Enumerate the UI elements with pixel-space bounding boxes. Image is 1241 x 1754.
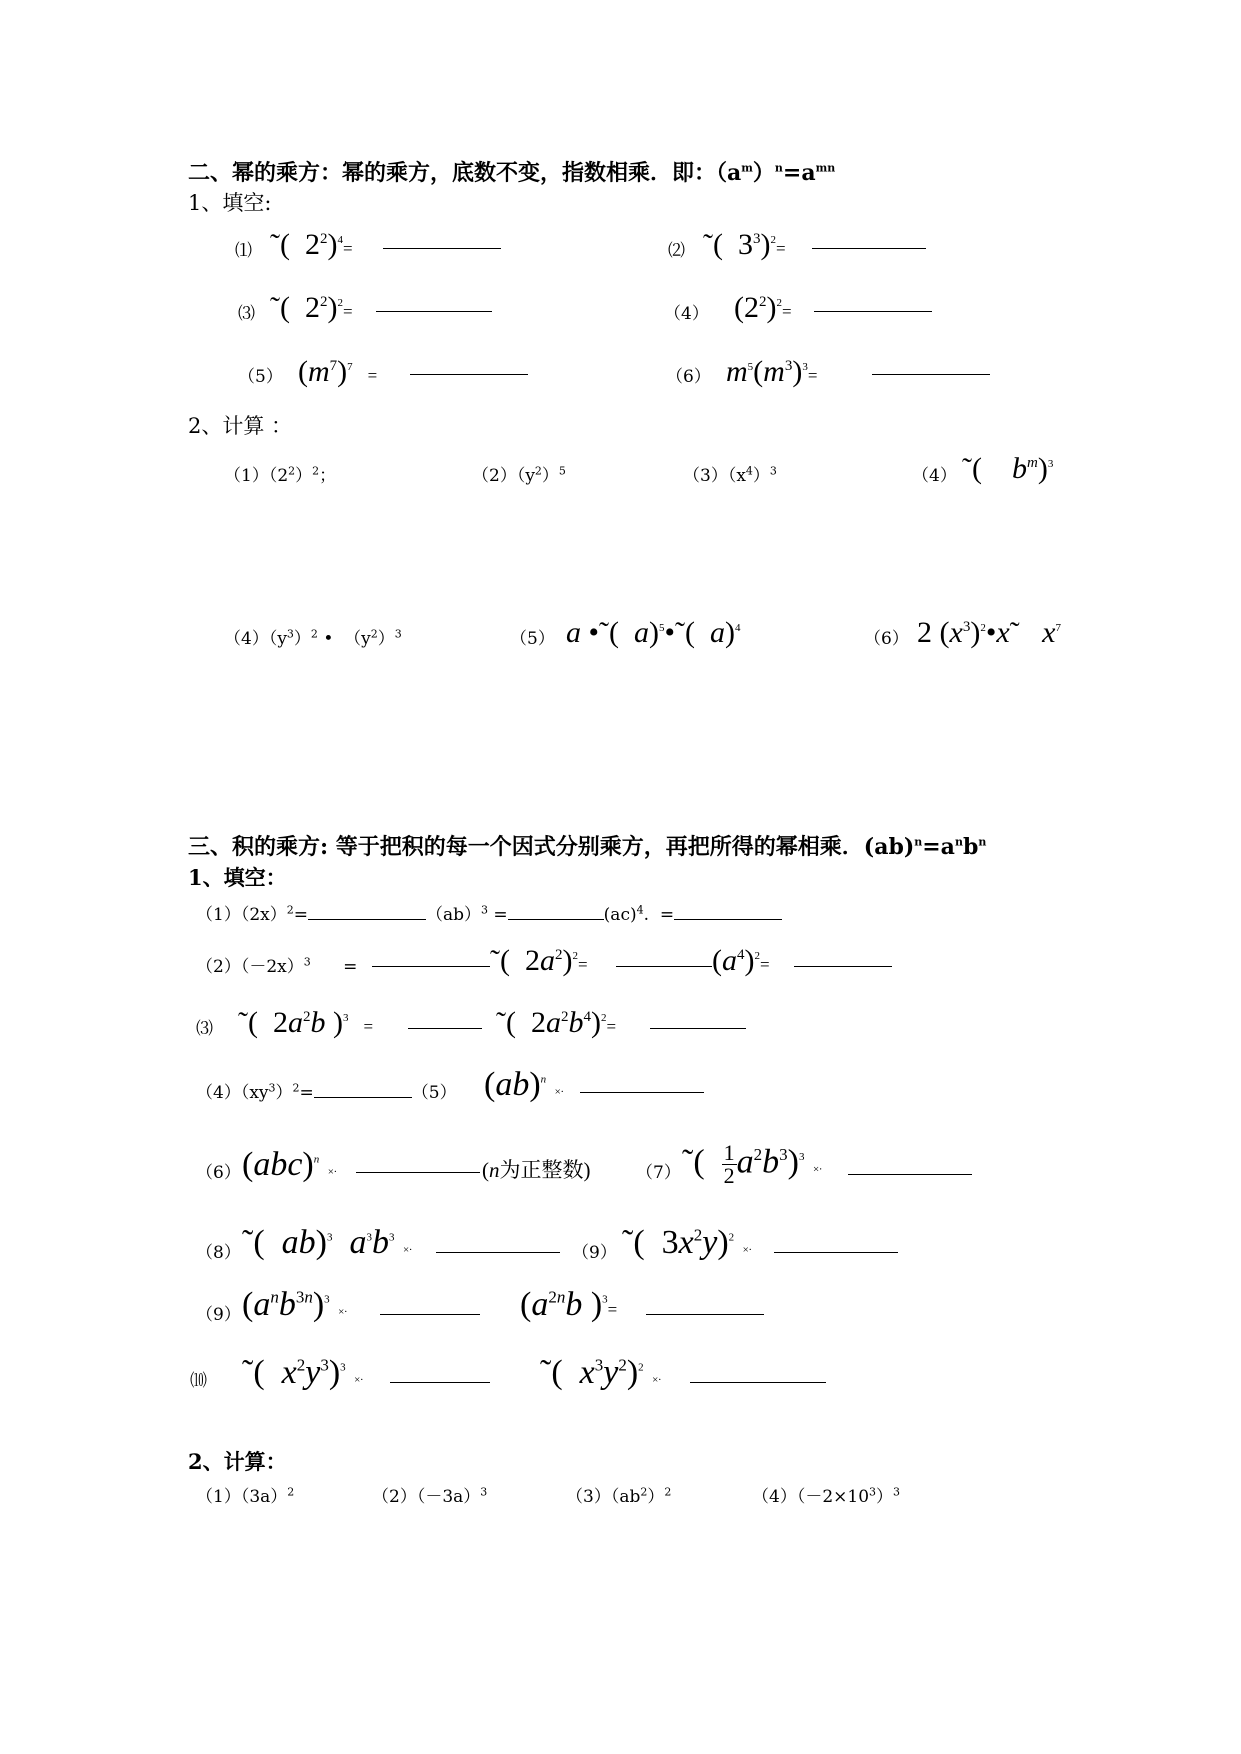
item-number: ⑶ xyxy=(238,304,255,324)
item-number: ⑵ xyxy=(668,241,685,261)
answer-blank[interactable] xyxy=(650,1027,746,1029)
answer-blank[interactable] xyxy=(508,918,604,920)
math-expression: ˜( $2a^2b$ )$^3$ = xyxy=(238,1006,374,1039)
section3-heading: 三、积的乘方: 等于把积的每一个因式分别乘方，再把所得的幂相乘．$(ab)^n=a^nb^n$ xyxy=(188,834,987,860)
item-number: ⑴ xyxy=(235,241,252,261)
math-expression: (abc)$^n$ ×∙ xyxy=(242,1146,337,1183)
answer-blank[interactable] xyxy=(794,965,892,967)
answer-blank[interactable] xyxy=(872,373,990,375)
answer-blank[interactable] xyxy=(376,310,492,312)
answer-blank[interactable] xyxy=(646,1313,764,1315)
math-expression: ˜( $x^3y^2)^2$ ×∙ xyxy=(540,1354,662,1391)
calc-item: $(3)(ab^2)^2$ xyxy=(566,1485,672,1507)
item-number: （5） xyxy=(238,367,283,387)
answer-blank[interactable] xyxy=(774,1251,898,1253)
fill-item-number: （8） xyxy=(196,1243,241,1263)
answer-blank[interactable] xyxy=(616,965,712,967)
fill-item: $(2)(-2x)^3$ = xyxy=(196,955,358,977)
answer-blank[interactable] xyxy=(380,1313,480,1315)
math-expression: ˜( $\frac{1}{2}$ $a^2b^3)^3$ ×∙ xyxy=(682,1140,822,1188)
fill-item: $(4)(xy^3)^2= (5)$ xyxy=(196,1081,457,1103)
item-number: （6） xyxy=(666,367,711,387)
section3-calc-title: 2、计算： xyxy=(188,1449,287,1474)
answer-blank[interactable] xyxy=(372,965,490,967)
answer-blank[interactable] xyxy=(314,1096,412,1098)
calc-item: $(3)(x^4)^3$ xyxy=(683,464,777,486)
answer-blank[interactable] xyxy=(383,247,501,249)
answer-blank[interactable] xyxy=(390,1381,490,1383)
answer-blank[interactable] xyxy=(812,247,926,249)
fill-item-number: （9） xyxy=(196,1305,241,1325)
math-expression: ˜( $2a^2b^4)^2=$ xyxy=(496,1006,617,1039)
math-expression: $m^5(m^3)^3=$ xyxy=(726,355,818,388)
math-expression: ˜( ab)$^3$ $a^3b^3$ ×∙ xyxy=(242,1224,412,1261)
math-expression: $(m^7)^7$ = xyxy=(298,355,378,388)
answer-blank[interactable] xyxy=(408,1027,482,1029)
math-expression: ˜( $3x^2y)^2$ ×∙ xyxy=(622,1224,752,1261)
calc-item: $(1)(3a)^2$ xyxy=(196,1485,295,1507)
calc-item-number: （6） xyxy=(864,629,909,649)
section2-fill-title: 1、填空: xyxy=(188,191,272,215)
math-expression: $(2^2)^2=$ xyxy=(734,291,792,324)
answer-blank[interactable] xyxy=(580,1091,704,1093)
item-number: （4） xyxy=(664,304,709,324)
answer-blank[interactable] xyxy=(814,310,932,312)
section2-heading: 二、幂的乘方：幂的乘方，底数不变，指数相乘．即：$(a^m)^n=a^{mn}$ xyxy=(188,160,836,186)
math-expression: 2 $(x^3)^2•x˜$ $x^7$ xyxy=(917,616,1061,649)
fill-item-number: （9） xyxy=(572,1243,617,1263)
fill-item-number: ⑽ xyxy=(190,1371,207,1391)
answer-blank[interactable] xyxy=(690,1381,826,1383)
math-expression: ˜( $x^2y^3)^3$ ×∙ xyxy=(242,1354,364,1391)
math-expression: ˜( $2^2)^2=$ xyxy=(270,291,353,324)
calc-item: $(2)(y^2)^5$ xyxy=(472,464,566,486)
math-expression: ˜( $2a^2)^2=$ xyxy=(490,944,588,977)
fill-item: $(1)(2x)^2= (ab)^3 = (ac)^4$. = xyxy=(196,900,782,925)
math-expression: a •˜( a)$^5$•˜( a)$^4$ xyxy=(566,616,741,649)
fill-item-number: （6） xyxy=(196,1163,241,1183)
math-expression: ˜( $2^2)^4=$ xyxy=(270,228,353,261)
calc-item: $(1)(2^2)^2$； xyxy=(224,464,337,486)
math-expression: (ab)$^n$ ×∙ xyxy=(484,1066,564,1103)
calc-item-number: （4） xyxy=(912,466,957,486)
answer-blank[interactable] xyxy=(308,918,426,920)
answer-blank[interactable] xyxy=(848,1173,972,1175)
calc-item: $(4)(y^3)^2$ • $(y^2)^3$ xyxy=(224,627,402,649)
math-expression: $(a^nb^{3n})^3$ ×∙ xyxy=(242,1286,348,1323)
fill-item-number: （7） xyxy=(636,1163,681,1183)
math-expression: ˜( $b^m)^3$ xyxy=(962,452,1054,485)
answer-blank[interactable] xyxy=(410,373,528,375)
calc-item-number: （5） xyxy=(510,629,555,649)
answer-blank[interactable] xyxy=(436,1251,560,1253)
math-expression: ˜( $3^3)^2=$ xyxy=(703,228,786,261)
math-expression: $(a^4)^2=$ xyxy=(712,944,770,977)
math-expression: ($a^{2n}b$ )$^3$= xyxy=(520,1286,618,1323)
calc-item: $(2)(-3a)^3$ xyxy=(372,1485,488,1507)
calc-item: $(4)(-2\times 10^3)^3$ xyxy=(752,1485,901,1507)
section2-calc-title: 2、计算 ： xyxy=(188,414,293,438)
section3-fill-title: 1、填空： xyxy=(188,865,287,890)
answer-blank[interactable] xyxy=(356,1171,480,1173)
answer-blank[interactable] xyxy=(674,918,782,920)
fill-item-number: ⑶ xyxy=(196,1019,213,1039)
note: (n为正整数) xyxy=(482,1158,591,1182)
